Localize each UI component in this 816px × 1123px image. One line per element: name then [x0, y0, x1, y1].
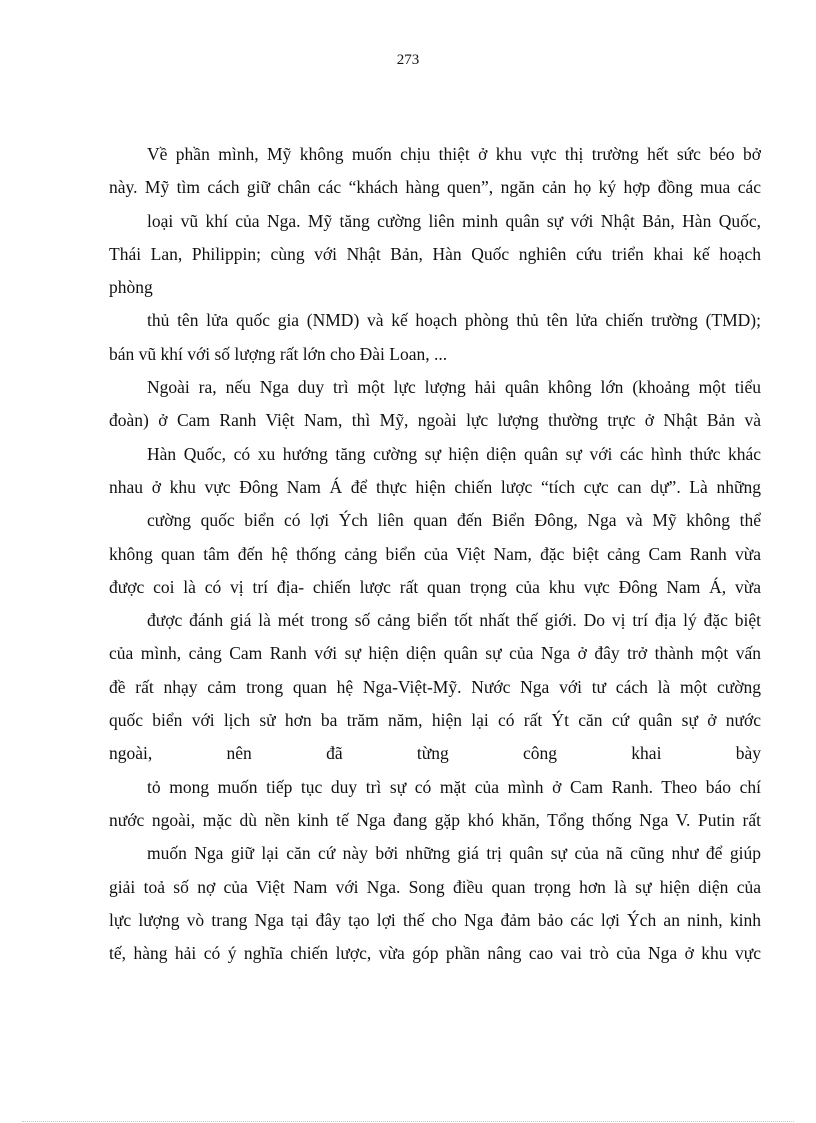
text-line: tỏ mong muốn tiếp tục duy trì sự có mặt của mình ở Cam Ranh. Theo báo chí [147, 776, 761, 797]
text-line: thủ tên lửa quốc gia (NMD) và kế hoạch phòng thủ tên lửa chiến trường (TMD); [147, 310, 761, 331]
text-line: giải toả số nợ của Việt Nam với Nga. Song điều quan trọng hơn là sự hiện diện của [109, 876, 761, 897]
text-line: Ngoài ra, nếu Nga duy trì một lực lượng hải quân không lớn (khoảng một tiểu [147, 377, 761, 398]
body-text [109, 138, 761, 970]
text-line: nước ngoài, mặc dù nền kinh tế Nga đang gặp khó khăn, Tổng thống Nga V. Putin rất [109, 809, 761, 830]
text-line: nhau ở khu vực Đông Nam Á để thực hiện chiến lược “tích cực can dự”. Là những [109, 476, 761, 497]
text-line: này. Mỹ tìm cách giữ chân các “khách hàng quen”, ngăn cản họ ký hợp đồng mua các [109, 177, 761, 198]
text-line: không quan tâm đến hệ thống cảng biển của Việt Nam, đặc biệt cảng Cam Ranh vừa [109, 543, 761, 564]
text-line: loại vũ khí của Nga. Mỹ tăng cường liên minh quân sự với Nhật Bản, Hàn Quốc, [147, 210, 761, 231]
text-line: Thái Lan, Philippin; cùng với Nhật Bản, Hàn Quốc nghiên cứu triển khai kế hoạch [109, 243, 761, 264]
text-line: Hàn Quốc, có xu hướng tăng cường sự hiện diện quân sự với các hình thức khác [147, 443, 761, 464]
text-line: Về phần mình, Mỹ không muốn chịu thiệt ở khu vực thị trường hết sức béo bở [147, 144, 761, 164]
text-line: được đánh giá là mét trong số cảng biển tốt nhất thế giới. Do vị trí địa lý đặc biệt [147, 610, 761, 631]
text-line: muốn Nga giữ lại căn cứ này bởi những giá trị quân sự của nã cũng như để giúp [147, 843, 761, 864]
page-bottom-divider [22, 1121, 794, 1122]
text-line: lực lượng vò trang Nga tại đây tạo lợi thế cho Nga đảm bảo các lợi Ých an ninh, kinh [109, 909, 761, 930]
text-line: của mình, cảng Cam Ranh với sự hiện diện quân sự của Nga ở đây trở thành một vấn [109, 643, 761, 664]
text-line: tế, hàng hải có ý nghĩa chiến lược, vừa góp phần nâng cao vai trò của Nga ở khu vực [109, 943, 761, 964]
page-number: 273 [396, 52, 420, 68]
text-line: quốc biển với lịch sử hơn ba trăm năm, hiện lại có rất Ýt căn cứ quân sự ở nước [109, 710, 761, 731]
text-line: phòng [109, 277, 153, 298]
text-line: ngoài, nên đã từng công khai bày [109, 743, 761, 764]
text-line: đoàn) ở Cam Ranh Việt Nam, thì Mỹ, ngoài lực lượng thường trực ở Nhật Bản và [109, 410, 761, 431]
text-line: được coi là có vị trí địa- chiến lược rất quan trọng của khu vực Đông Nam Á, vừa [109, 576, 761, 597]
text-line: bán vũ khí với số lượng rất lớn cho Đài Loan, ... [109, 343, 448, 364]
text-line: cường quốc biển có lợi Ých liên quan đến Biển Đông, Nga và Mỹ không thể [147, 510, 761, 531]
text-line: đề rất nhạy cảm trong quan hệ Nga-Việt-Mỹ. Nước Nga với tư cách là một cường [109, 676, 761, 697]
